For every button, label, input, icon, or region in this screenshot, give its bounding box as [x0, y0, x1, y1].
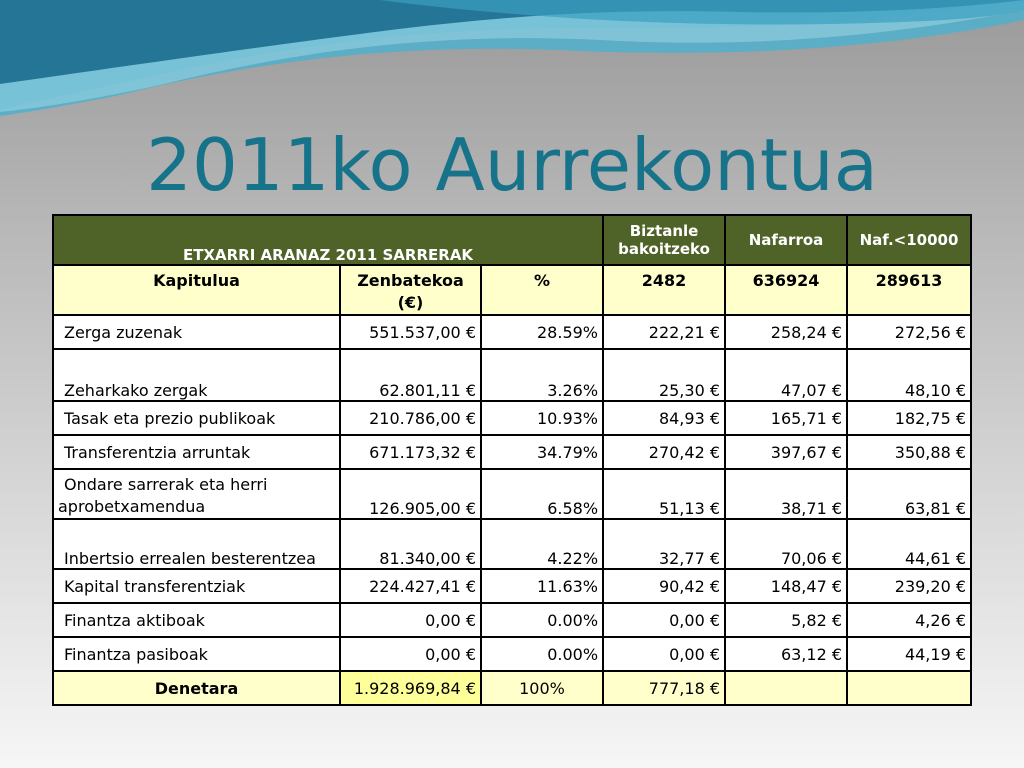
- row-percent: 6.58%: [481, 469, 603, 519]
- table-row: [53, 603, 971, 637]
- row-percent: 0.00%: [481, 637, 603, 671]
- row-zenbatekoa: 551.537,00 €: [340, 315, 481, 349]
- row-percent: 0.00%: [481, 603, 603, 637]
- row-nafarroa: 47,07 €: [725, 349, 847, 401]
- row-nafarroa: 63,12 €: [725, 637, 847, 671]
- row-kapitulua: Zeharkako zergak: [53, 349, 340, 401]
- row-zenbatekoa: 62.801,11 €: [340, 349, 481, 401]
- col-header-pop-nafarroa: 636924: [725, 265, 847, 315]
- row-biztanle: 84,93 €: [603, 401, 725, 435]
- row-biztanle: 25,30 €: [603, 349, 725, 401]
- table-column-header-row: [53, 265, 971, 315]
- decorative-wave-banner: [0, 0, 1024, 120]
- row-kapitulua: Kapital transferentziak: [53, 569, 340, 603]
- row-biztanle: 222,21 €: [603, 315, 725, 349]
- col-header-kapitulua: Kapitulua: [53, 265, 340, 315]
- row-zenbatekoa: 126.905,00 €: [340, 469, 481, 519]
- row-biztanle: 32,77 €: [603, 519, 725, 569]
- row-naf10000: 239,20 €: [847, 569, 971, 603]
- row-nafarroa: 38,71 €: [725, 469, 847, 519]
- total-percent: 100%: [481, 671, 603, 705]
- row-naf10000: 182,75 €: [847, 401, 971, 435]
- col-header-pop-local: 2482: [603, 265, 725, 315]
- header-biztanle: [603, 215, 725, 265]
- row-nafarroa: 397,67 €: [725, 435, 847, 469]
- table-row: [53, 401, 971, 435]
- total-naf10000-empty: [847, 671, 971, 705]
- row-biztanle: 0,00 €: [603, 637, 725, 671]
- revenue-table: [52, 214, 972, 706]
- row-naf10000: 44,61 €: [847, 519, 971, 569]
- row-percent: 4.22%: [481, 519, 603, 569]
- table-header-row: [53, 215, 971, 265]
- row-percent: 10.93%: [481, 401, 603, 435]
- row-kapitulua: Tasak eta prezio publikoak: [53, 401, 340, 435]
- row-kapitulua: [53, 469, 340, 519]
- table-row: [53, 435, 971, 469]
- total-biztanle: 777,18 €: [603, 671, 725, 705]
- row-biztanle: 0,00 €: [603, 603, 725, 637]
- total-label: Denetara: [53, 671, 340, 705]
- row-naf10000: 4,26 €: [847, 603, 971, 637]
- table-row: [53, 569, 971, 603]
- row-naf10000: 272,56 €: [847, 315, 971, 349]
- col-header-pop-naf10000: 289613: [847, 265, 971, 315]
- total-zenbatekoa: 1.928.969,84 €: [340, 671, 481, 705]
- row-naf10000: 48,10 €: [847, 349, 971, 401]
- row-biztanle: 90,42 €: [603, 569, 725, 603]
- header-nafarroa: Nafarroa: [725, 215, 847, 265]
- table-row: [53, 349, 971, 401]
- row-kapitulua: Finantza aktiboak: [53, 603, 340, 637]
- table-row: [53, 469, 971, 519]
- row-kapitulua: Transferentzia arruntak: [53, 435, 340, 469]
- row-zenbatekoa: 671.173,32 €: [340, 435, 481, 469]
- total-nafarroa-empty: [725, 671, 847, 705]
- row-kapitulua: Inbertsio errealen besterentzea: [53, 519, 340, 569]
- row-nafarroa: 165,71 €: [725, 401, 847, 435]
- row-kapitulua: Zerga zuzenak: [53, 315, 340, 349]
- table-row: [53, 519, 971, 569]
- header-naf10000: Naf.<10000: [847, 215, 971, 265]
- row-zenbatekoa: 81.340,00 €: [340, 519, 481, 569]
- row-percent: 11.63%: [481, 569, 603, 603]
- row-kapitulua: Finantza pasiboak: [53, 637, 340, 671]
- header-biztanle-line2: bakoitzeko: [618, 240, 710, 258]
- row-zenbatekoa: 0,00 €: [340, 603, 481, 637]
- row-kapitulua-line2: aprobetxamendua: [58, 497, 206, 516]
- row-naf10000: 63,81 €: [847, 469, 971, 519]
- header-biztanle-line1: Biztanle: [629, 222, 699, 240]
- row-nafarroa: 5,82 €: [725, 603, 847, 637]
- row-kapitulua-line1: Ondare sarrerak eta herri: [64, 475, 268, 494]
- row-naf10000: 350,88 €: [847, 435, 971, 469]
- table-row: [53, 637, 971, 671]
- row-biztanle: 270,42 €: [603, 435, 725, 469]
- row-nafarroa: 258,24 €: [725, 315, 847, 349]
- table-row: [53, 315, 971, 349]
- row-zenbatekoa: 210.786,00 €: [340, 401, 481, 435]
- col-header-zenbatekoa: Zenbatekoa (€): [340, 265, 481, 315]
- row-zenbatekoa: 0,00 €: [340, 637, 481, 671]
- row-nafarroa: 148,47 €: [725, 569, 847, 603]
- table-total-row: [53, 671, 971, 705]
- row-zenbatekoa: 224.427,41 €: [340, 569, 481, 603]
- row-biztanle: 51,13 €: [603, 469, 725, 519]
- slide-title: 2011ko Aurrekontua: [146, 123, 878, 207]
- row-naf10000: 44,19 €: [847, 637, 971, 671]
- table-header-title: ETXARRI ARANAZ 2011 SARRERAK: [53, 215, 603, 265]
- row-percent: 34.79%: [481, 435, 603, 469]
- row-percent: 3.26%: [481, 349, 603, 401]
- row-percent: 28.59%: [481, 315, 603, 349]
- col-header-percent: %: [481, 265, 603, 315]
- row-nafarroa: 70,06 €: [725, 519, 847, 569]
